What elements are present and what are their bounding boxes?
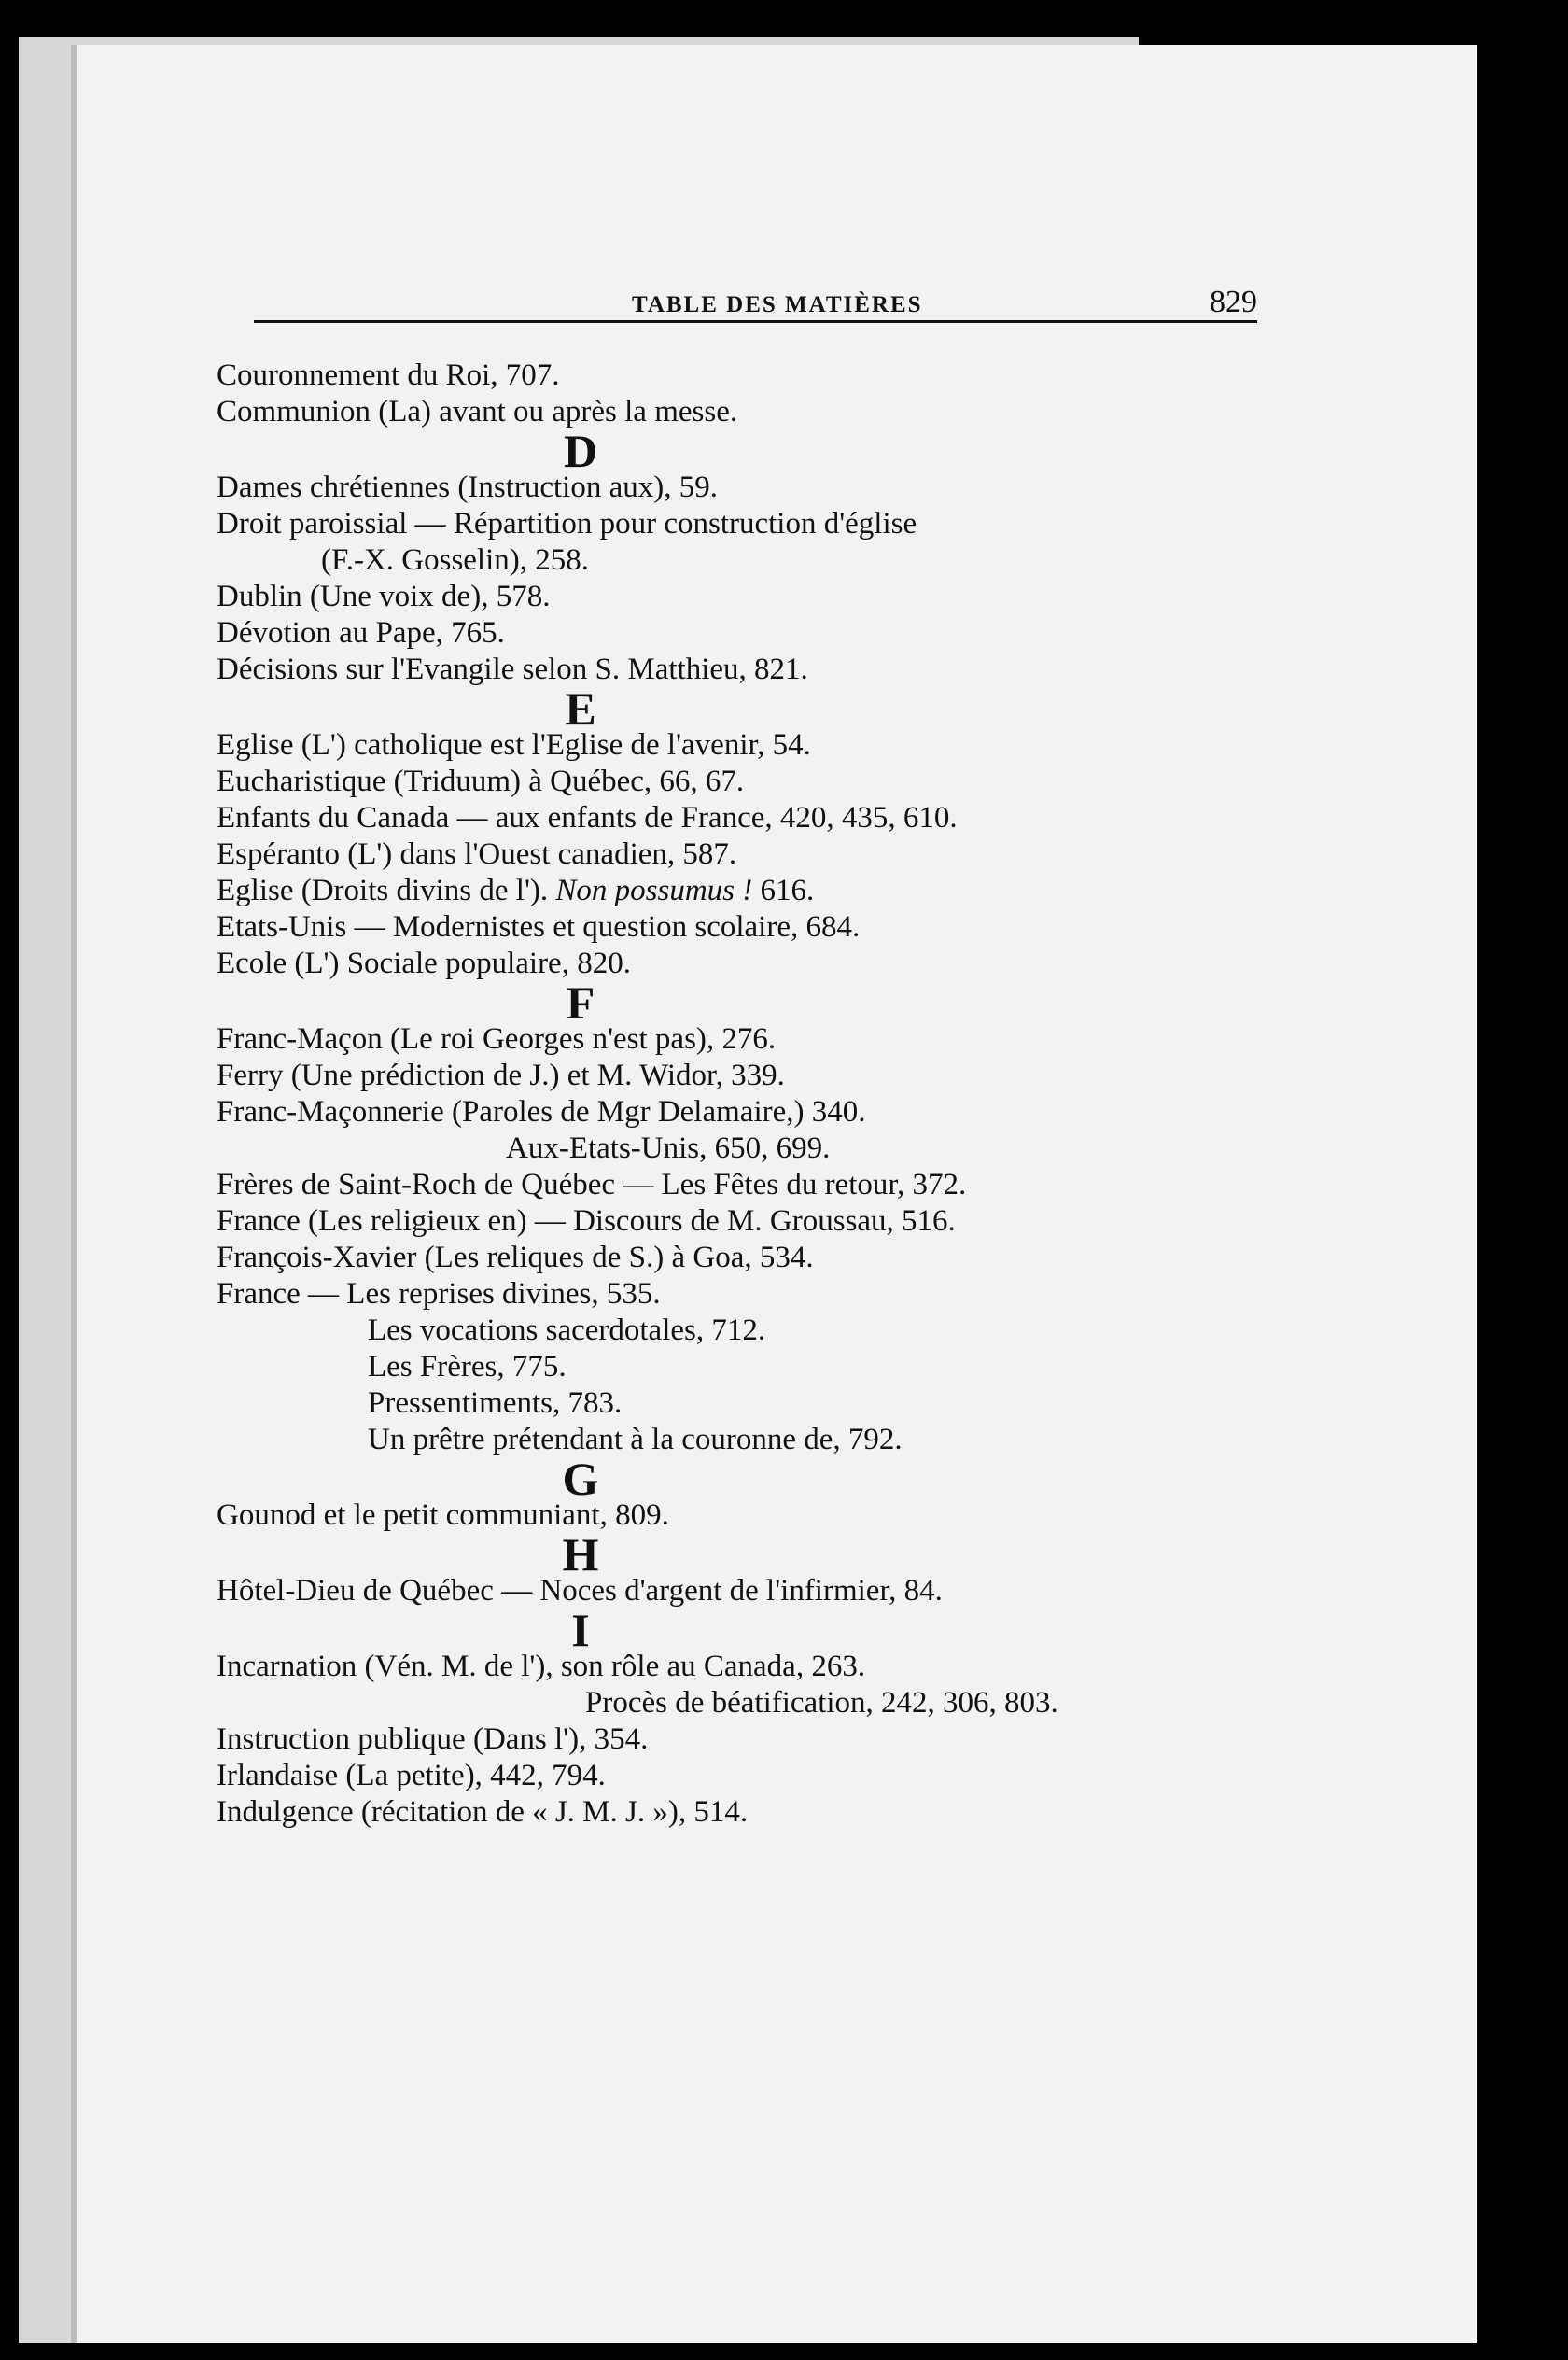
index-entry: Dames chrétiennes (Instruction aux), 59. [217, 471, 718, 504]
index-entry: Ferry (Une prédiction de J.) et M. Widor, 339. [217, 1059, 785, 1092]
index-entry-continuation: Aux-Etats-Unis, 650, 699. [506, 1131, 831, 1165]
section-letter-i: I [571, 1604, 590, 1656]
index-entry: Dévotion au Pape, 765. [217, 616, 505, 650]
section-letter-h: H [562, 1528, 599, 1580]
index-entry: Enfants du Canada — aux enfants de France, 420, 435, 610. [217, 801, 958, 835]
index-entry: France — Les reprises divines, 535. [217, 1277, 661, 1311]
entry-text: Eglise (Droits divins de l'). [217, 874, 549, 907]
index-entry: Communion (La) avant ou après la messe. [217, 395, 738, 428]
index-entry: Franc-Maçonnerie (Paroles de Mgr Delamaire,) 340. [217, 1095, 866, 1129]
section-letter-g: G [562, 1453, 599, 1505]
index-entry-continuation: Un prêtre prétendant à la couronne de, 792. [368, 1423, 903, 1456]
index-entry: Gounod et le petit communiant, 809. [217, 1498, 669, 1532]
page-number: 829 [1210, 285, 1257, 319]
section-letter-f: F [566, 976, 595, 1029]
index-entry: Eucharistique (Triduum) à Québec, 66, 67. [217, 765, 745, 798]
index-entry: Dublin (Une voix de), 578. [217, 580, 551, 613]
running-head [254, 264, 1257, 323]
index-entry-continuation: Pressentiments, 783. [368, 1386, 623, 1420]
entry-page-refs: 616. [752, 874, 815, 907]
index-entry: Irlandaise (La petite), 442, 794. [217, 1759, 606, 1792]
index-entry: Droit paroissial — Répartition pour construction d'église [217, 507, 917, 541]
index-entry: Franc-Maçon (Le roi Georges n'est pas), 276. [217, 1022, 777, 1056]
index-entry: Eglise (L') catholique est l'Eglise de l'avenir, 54. [217, 728, 811, 762]
index-entry-continuation: Les Frères, 775. [368, 1350, 567, 1384]
index-entry-continuation: Les vocations sacerdotales, 712. [368, 1313, 766, 1347]
index-entry: Instruction publique (Dans l'), 354. [217, 1722, 649, 1756]
index-entry: Indulgence (récitation de « J. M. J. »), 514. [217, 1795, 749, 1829]
index-entry [217, 873, 1290, 909]
index-entry: Espéranto (L') dans l'Ouest canadien, 587. [217, 837, 737, 871]
section-letter-e: E [565, 682, 596, 735]
index-entry-continuation: Procès de béatification, 242, 306, 803. [585, 1686, 1058, 1720]
index-entry: Etats-Unis — Modernistes et question scolaire, 684. [217, 910, 861, 944]
index-entry: Couronnement du Roi, 707. [217, 358, 560, 392]
index-entry: Hôtel-Dieu de Québec — Noces d'argent de l'infirmier, 84. [217, 1574, 943, 1608]
book-page [77, 45, 1477, 2343]
entry-italic-text: Non possumus ! [555, 874, 753, 907]
index-entry: Incarnation (Vén. M. de l'), son rôle au Canada, 263. [217, 1650, 866, 1683]
section-letter-d: D [563, 425, 598, 477]
running-head-title: TABLE DES MATIÈRES [632, 292, 923, 317]
index-entry-continuation: (F.-X. Gosselin), 258. [321, 543, 590, 577]
index-entry: Décisions sur l'Evangile selon S. Matthieu, 821. [217, 653, 808, 686]
index-entry: France (Les religieux en) — Discours de M. Groussau, 516. [217, 1204, 956, 1238]
index-entry: Ecole (L') Sociale populaire, 820. [217, 947, 631, 980]
index-entry: Frères de Saint-Roch de Québec — Les Fêtes du retour, 372. [217, 1168, 967, 1201]
index-body [217, 358, 1290, 1831]
index-entry: François-Xavier (Les reliques de S.) à Goa, 534. [217, 1241, 814, 1274]
